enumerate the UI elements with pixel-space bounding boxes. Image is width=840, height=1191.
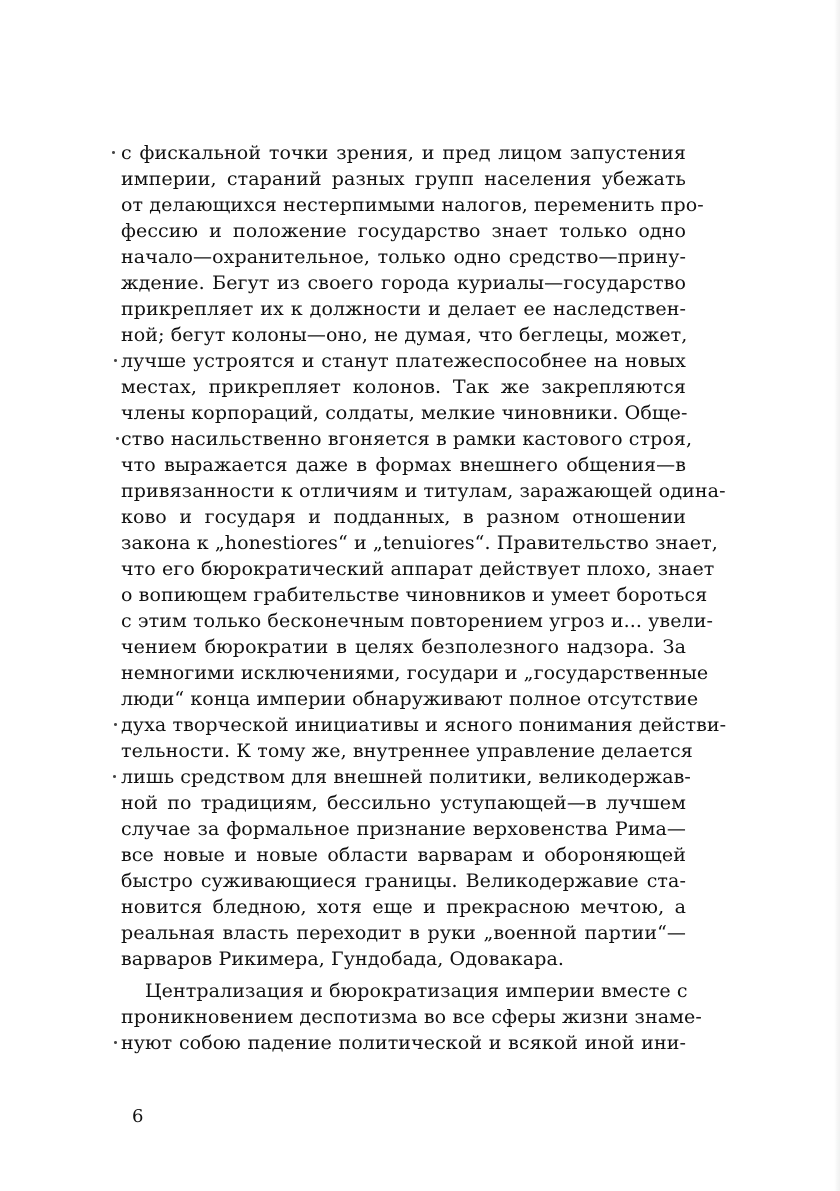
- text-line: все новые и новые области варварам и обороняющей: [121, 844, 686, 866]
- text-line: начало—охранительное, только одно средство—прину-: [121, 246, 686, 268]
- text-line: с фискальной точки зрения, и пред лицом запустения: [121, 142, 686, 164]
- text-line: ной; бегут колоны—оно, не думая, что беглецы, может,: [121, 324, 688, 346]
- page-number: 6: [132, 1106, 144, 1127]
- text-line: реальная власть переходит в руки „военной партии“—: [121, 922, 686, 944]
- scan-speck: [114, 1041, 117, 1044]
- text-line: быстро суживающиеся границы. Великодержавие ста-: [121, 870, 686, 892]
- text-line: ково и государя и подданных, в разном отношении: [121, 506, 686, 528]
- text-line: закона к „honestiores“ и „tenuiores“. Правительство знает,: [121, 532, 718, 554]
- paragraph-first-line: Централизация и бюрократизация империи вместе с: [145, 980, 688, 1002]
- text-line: прикрепляет их к должности и делает ее наследствен-: [121, 298, 686, 320]
- text-line: ждение. Бегут из своего города куриалы—государство: [121, 272, 686, 294]
- scan-speck: [116, 437, 119, 440]
- text-line: империи, стараний разных групп населения убежать: [121, 168, 686, 190]
- text-line: о вопиющем грабительстве чиновников и умеет бороться: [121, 584, 708, 606]
- text-line: случае за формальное признание верховенства Рима—: [121, 818, 686, 840]
- text-line: что его бюрократический аппарат действует плохо, знает: [121, 558, 715, 580]
- text-line: тельности. К тому же, внутреннее управление делается: [121, 740, 693, 762]
- text-line: лучше устроятся и станут платежеспособнее на новых: [121, 350, 686, 372]
- text-line: немногими исключениями, государи и „государственные: [121, 662, 709, 684]
- text-line: с этим только бесконечным повторением угроз и... увели-: [121, 610, 714, 632]
- text-line: фессию и положение государство знает только одно: [121, 220, 686, 242]
- text-line: ной по традициям, бессильно уступающей—в лучшем: [121, 792, 686, 814]
- text-line: местах, прикрепляет колонов. Так же закрепляются: [121, 376, 686, 398]
- text-line: от делающихся нестерпимыми налогов, переменить про-: [121, 194, 704, 216]
- scan-speck: [112, 151, 115, 154]
- text-line: чением бюрократии в целях безполезного надзора. За: [121, 636, 686, 658]
- text-line: нуют собою падение политической и всякой иной ини-: [121, 1032, 686, 1054]
- text-line: привязанности к отличиям и титулам, заражающей одина-: [121, 480, 726, 502]
- text-line: ство насильственно вгоняется в рамки кастового строя,: [121, 428, 693, 450]
- scan-speck: [114, 723, 117, 726]
- text-line: проникновением деспотизма во все сферы жизни знаме-: [121, 1006, 702, 1028]
- text-line: новится бледною, хотя еще и прекрасною мечтою, а: [121, 896, 686, 918]
- text-line: люди“ конца империи обнаруживают полное отсутствие: [121, 688, 699, 710]
- text-line: члены корпораций, солдаты, мелкие чиновники. Обще-: [121, 402, 688, 424]
- text-line: что выражается даже в формах внешнего общения—в: [121, 454, 686, 476]
- text-line: духа творческой инициативы и ясного понимания действи-: [121, 714, 727, 736]
- text-line: варваров Рикимера, Гундобада, Одовакара.: [121, 948, 565, 970]
- page-edge-shadow: [834, 0, 840, 1191]
- scan-speck: [113, 775, 116, 778]
- text-line: лишь средством для внешней политики, великодержав-: [121, 766, 691, 788]
- scan-speck: [114, 359, 117, 362]
